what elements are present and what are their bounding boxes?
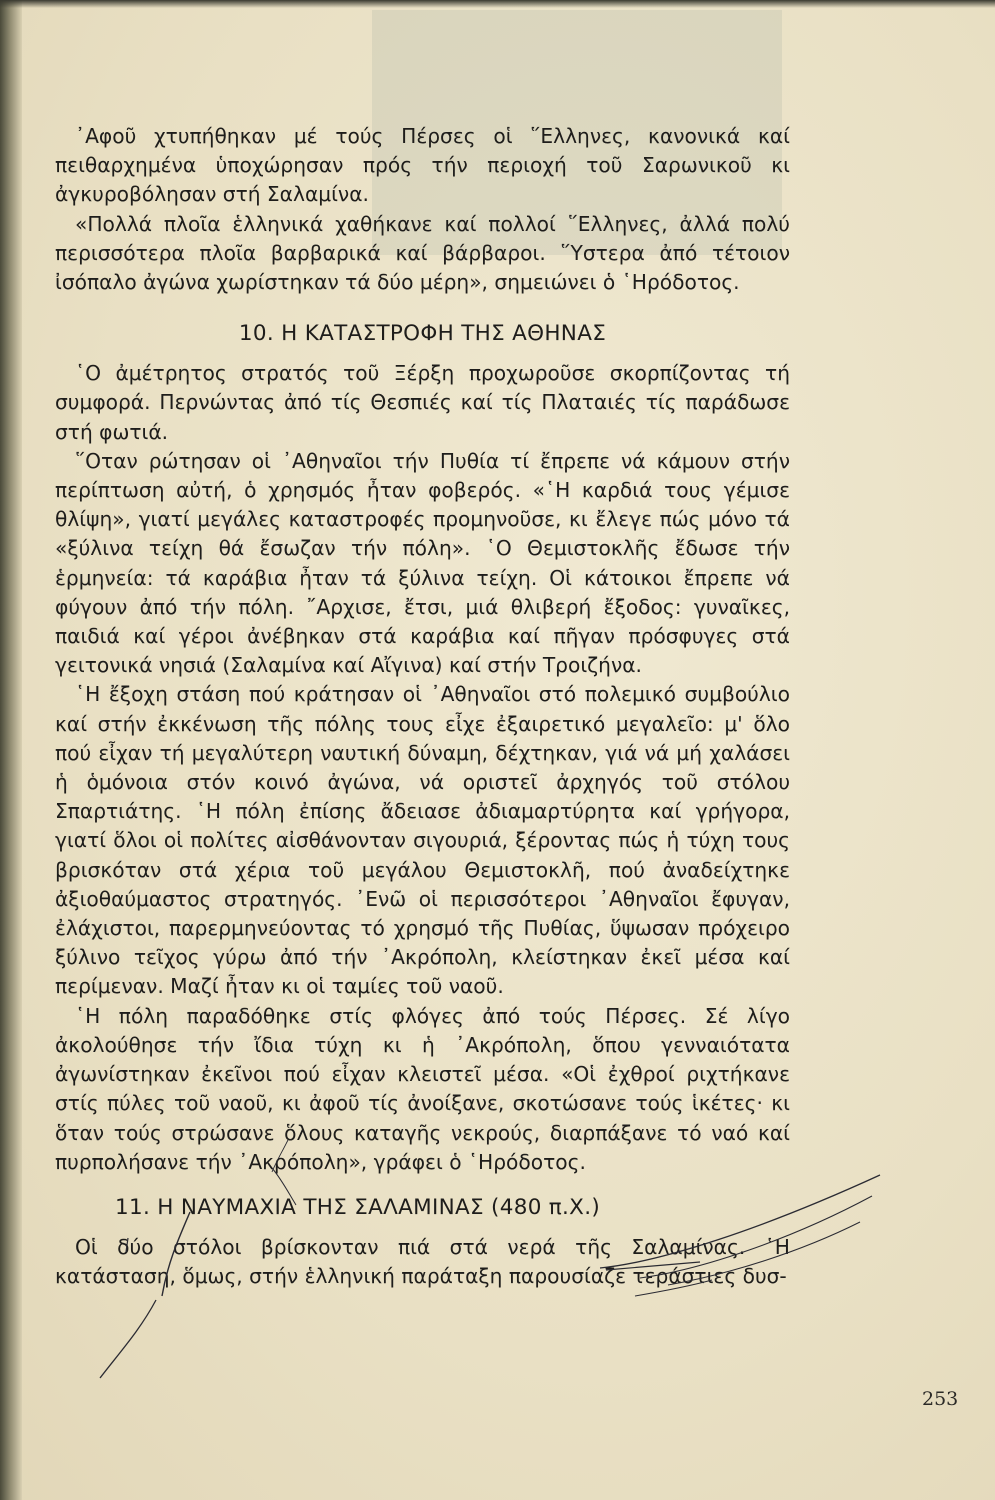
page-number: 253 [922, 1388, 959, 1410]
page-top-edge [0, 0, 995, 8]
pen-stroke [100, 1300, 156, 1378]
paragraph: ῞Οταν ρώτησαν οἱ ᾿Αθηναῖοι τήν Πυθία τί ἔπρεπε νά κάμουν στήν περίπτωση αὐτή, ὁ χρησμός ἦταν φοβερός. «῾Η καρδιά τους γέμισε θλίψη», γιατί μεγάλες καταστροφές προμηνοῦσε, κι ἔλεγε πώς μόνο τά «ξύλινα τείχη θά ἔσωζαν τήν πόλη». ῾Ο Θεμιστοκλῆς ἔδωσε τήν ἑρμηνεία: τά καράβια ἦταν τά ξύλινα τείχη. Οἱ κάτοικοι ἔπρεπε νά φύγουν ἀπό τήν πόλη. ῎Αρχισε, ἔτσι, μιά θλιβερή ἔξοδος: γυναῖκες, παιδιά καί γέροι ἀνέβηκαν στά καράβια καί πῆγαν πρόσφυγες στά γειτονικά νησιά (Σαλαμίνα καί Αἴγινα) καί στήν Τροιζήνα. [55, 448, 790, 678]
page-text [55, 122, 790, 1291]
paragraph: ῾Η ἔξοχη στάση πού κράτησαν οἱ ᾿Αθηναῖοι στό πολεμικό συμβούλιο καί στήν ἐκκένωση τῆς πόλης τους εἶχε ἐξαιρετικό μεγαλεῖο: μ' ὅλο πού εἶχαν τή μεγαλύτερη ναυτική δύναμη, δέχτηκαν, γιά νά μή χαλάσει ἡ ὁμόνοια στόν κοινό ἀγώνα, νά οριστεῖ ἀρχηγός τοῦ στόλου Σπαρτιάτης. ῾Η πόλη ἐπίσης ἄδειασε ἀδιαμαρτύρητα καί γρήγορα, γιατί ὅλοι οἱ πολίτες αἰσθάνονταν σιγουριά, ξέροντας πώς ἡ τύχη τους βρισκόταν στά χέρια τοῦ μεγάλου Θεμιστοκλῆ, πού ἀναδείχτηκε ἀξιοθαύμαστος στρατηγός. ᾿Ενῶ οἱ περισσότεροι ᾿Αθηναῖοι ἔφυγαν, ἐλάχιστοι, παρερμηνεύοντας τό χρησμό τῆς Πυθίας, ὕψωσαν πρόχειρο ξύλινο τεῖχος γύρω ἀπό τήν ᾿Ακρόπολη, κλείστηκαν ἐκεῖ μέσα καί περίμεναν. Μαζί ἦταν κι οἱ ταμίες τοῦ ναοῦ. [55, 682, 790, 999]
paragraph: ῾Ο ἀμέτρητος στρατός τοῦ Ξέρξη προχωροῦσε σκορπίζοντας τή συμφορά. Περνώντας ἀπό τίς Θεσπιές καί τίς Πλαταιές τίς παράδωσε στή φωτιά. [55, 361, 790, 444]
section-heading-11: 11. Η ΝΑΥΜΑΧΙΑ ΤΗΣ ΣΑΛΑΜΙΝΑΣ (480 π.Χ.) [115, 1194, 601, 1220]
paragraph: «Πολλά πλοῖα ἑλληνικά χαθήκανε καί πολλοί ῞Ελληνες, ἀλλά πολύ περισσότερα πλοῖα βαρβαρικά καί βάρβαροι. ῞Υστερα ἀπό τέτοιον ἰσόπαλο ἀγώνα χωρίστηκαν τά δύο μέρη», σημειώνει ὁ ῾Ηρόδοτος. [55, 211, 790, 295]
book-binding-edge [0, 0, 22, 1500]
paragraph: Οἱ δύο στόλοι βρίσκονταν πιά στά νερά τῆς Σαλαμίνας. ῾Η κατάσταση, ὅμως, στήν ἑλληνική παράταξη παρουσίαζε τεράστιες δυσ- [55, 1234, 790, 1289]
paragraph: ῾Η πόλη παραδόθηκε στίς φλόγες ἀπό τούς Πέρσες. Σέ λίγο ἀκολούθησε τήν ἴδια τύχη κι ἡ ᾿Ακρόπολη, ὅπου γενναιότατα ἀγωνίστηκαν ἐκεῖνοι πού εἶχαν κλειστεῖ μέσα. «Οἱ ἐχθροί ριχτήκανε στίς πύλες τοῦ ναοῦ, κι ἀφοῦ τίς ἀνοίξανε, σκοτώσανε τούς ἱκέτες· κι ὅταν τούς στρώσανε ὅλους καταγῆς νεκρούς, διαρπάξανε τό ναό καί πυρπολήσανε τήν ᾿Ακρόπολη», γράφει ὁ ῾Ηρόδοτος. [55, 1003, 790, 1174]
paragraph: ᾿Αφοῦ χτυπήθηκαν μέ τούς Πέρσες οἱ ῞Ελληνες, κανονικά καί πειθαρχημένα ὑποχώρησαν πρός τήν περιοχή τοῦ Σαρωνικοῦ κι ἀγκυροβόλησαν στή Σαλαμίνα. [55, 124, 790, 207]
section-heading-10: 10. Η ΚΑΤΑΣΤΡΟΦΗ ΤΗΣ ΑΘΗΝΑΣ [238, 321, 607, 347]
